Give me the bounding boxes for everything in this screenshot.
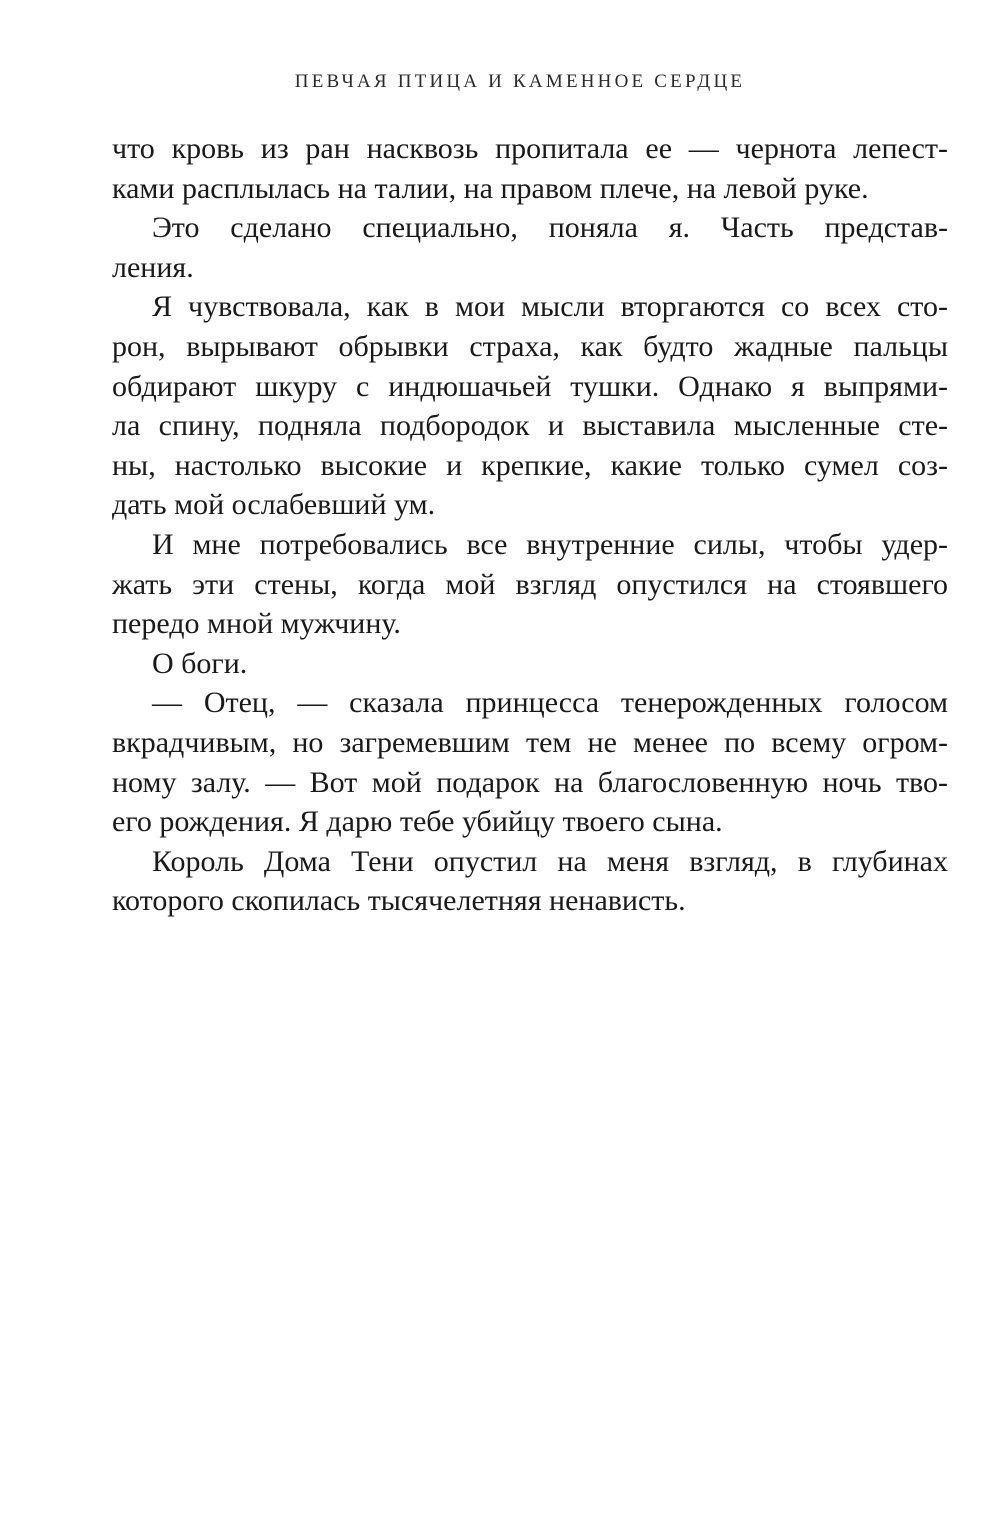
text-line: обдирают шкуру с индюшачьей тушки. Однако я выпрями- xyxy=(112,369,948,403)
paragraph xyxy=(112,208,948,287)
paragraph xyxy=(112,644,948,684)
text-line: рон, вырывают обрывки страха, как будто жадные пальцы xyxy=(112,329,948,363)
text-line: Это сделано специально, поняла я. Часть представ- xyxy=(152,211,948,245)
text-line: ному залу. — Вот мой подарок на благословенную ночь тво- xyxy=(112,765,948,799)
running-head-text: ПЕВЧАЯ ПТИЦА И КАМЕННОЕ СЕРДЦЕ xyxy=(294,71,746,92)
text-line: ны, настолько высокие и крепкие, какие только сумел соз- xyxy=(112,448,948,482)
text-line: И мне потребовались все внутренние силы, чтобы удер- xyxy=(152,527,948,561)
running-head xyxy=(0,68,1000,96)
text-line: О боги. xyxy=(152,646,248,680)
paragraph xyxy=(112,842,948,921)
text-line: вкрадчивым, но загремевшим тем не менее по всему огром- xyxy=(112,725,948,759)
text-line: — Отец, — сказала принцесса тенерожденных голосом xyxy=(152,686,948,720)
text-line: передо мной мужчину. xyxy=(112,607,401,641)
text-line: дать мой ослабевший ум. xyxy=(112,488,436,522)
text-line: что кровь из ран насквозь пропитала ее — чернота лепест- xyxy=(112,132,948,165)
text-line: ления. xyxy=(112,250,194,284)
text-line: ла спину, подняла подбородок и выставила мысленные сте- xyxy=(112,409,948,443)
paragraph xyxy=(112,525,948,644)
text-line: которого скопилась тысячелетняя ненависть. xyxy=(112,884,686,918)
body-text xyxy=(112,129,948,921)
text-line: жать эти стены, когда мой взгляд опустился на стоявшего xyxy=(112,567,948,601)
paragraph xyxy=(112,287,948,525)
text-line: Король Дома Тени опустил на меня взгляд, в глубинах xyxy=(152,844,948,878)
paragraph xyxy=(112,683,948,841)
text-line: ками расплылась на талии, на правом плече, на левой руке. xyxy=(112,171,869,205)
text-line: Я чувствовала, как в мои мысли вторгаются со всех сто- xyxy=(152,290,948,324)
text-line: его рождения. Я дарю тебе убийцу твоего сына. xyxy=(112,805,723,839)
paragraph xyxy=(112,129,948,208)
